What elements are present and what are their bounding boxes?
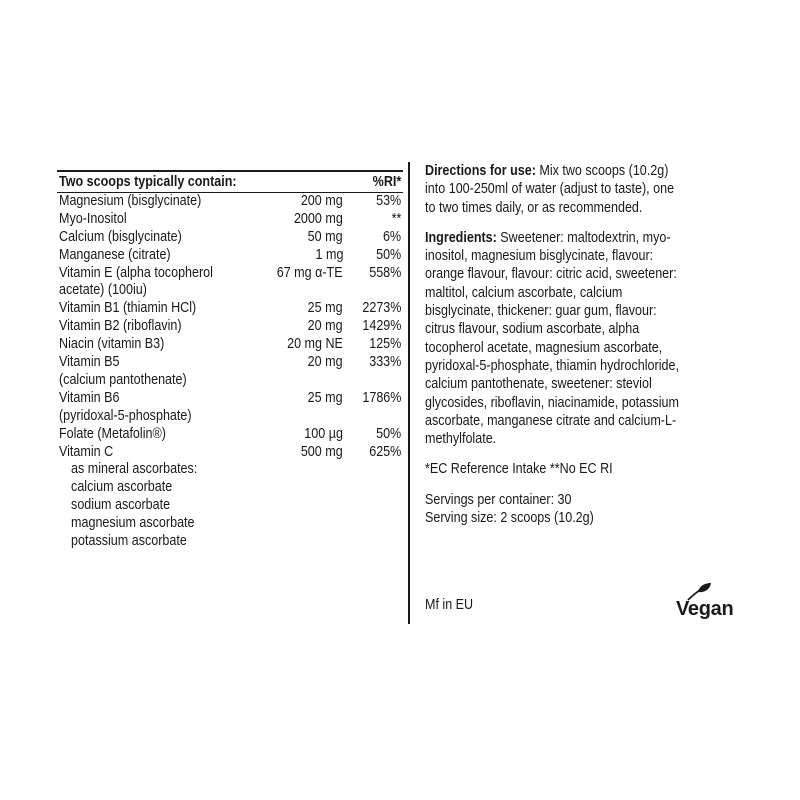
nutrient-amount: 25 mg xyxy=(308,389,343,406)
nutrient-ri: 53% xyxy=(375,193,401,209)
nutrient-amount: 2000 mg xyxy=(294,210,343,227)
ingredients-line: pyridoxal-5-phosphate, thiamin hydrochloride, xyxy=(425,357,679,374)
ingredients-line-1: Ingredients: Sweetener: maltodextrin, myo- xyxy=(425,229,671,246)
ingredients-line: maltitol, calcium ascorbate, calcium xyxy=(425,284,623,301)
nutrition-table xyxy=(57,170,403,551)
nutrient-ri: 1429% xyxy=(361,318,401,335)
vegan-label: Vegan xyxy=(676,598,734,620)
nutrient-row xyxy=(57,300,403,318)
vegan-badge xyxy=(676,582,756,628)
nutrient-name: Vitamin B5 (calcium pantothenate) xyxy=(59,354,187,388)
nutrient-name: Folate (Metafolin®) xyxy=(59,425,166,442)
nutrition-header-ri: %RI* xyxy=(372,174,401,190)
nutrient-amount: 500 mg xyxy=(301,443,343,460)
nutrient-name: Magnesium (bisglycinate) xyxy=(59,193,202,209)
ingredients-line: inositol, magnesium bisglycinate, flavour: xyxy=(425,248,654,265)
nutrient-amount: 20 mg NE xyxy=(287,336,343,353)
nutrient-row xyxy=(57,426,403,444)
nutrient-ri: 333% xyxy=(368,354,401,371)
info-column xyxy=(425,162,730,527)
directions-line-3: to two times daily, or as recommended. xyxy=(425,199,643,216)
ingredients-line: calcium pantothenate, sweetener: steviol xyxy=(425,376,652,393)
column-divider xyxy=(408,162,410,624)
nutrition-header xyxy=(57,172,403,193)
ingredients-line: glycosides, riboflavin, niacinamide, potassium xyxy=(425,394,679,411)
nutrient-amount: 20 mg xyxy=(308,318,343,335)
nutrition-header-label: Two scoops typically contain: xyxy=(59,174,237,190)
nutrient-amount: 67 mg α-TE xyxy=(277,264,343,281)
nutrient-row xyxy=(57,265,403,301)
nutrient-amount: 50 mg xyxy=(308,228,343,245)
nutrient-row xyxy=(57,211,403,229)
nutrient-amount: 1 mg xyxy=(315,246,343,263)
vitamin-c-sources xyxy=(57,461,403,550)
nutrient-row xyxy=(57,247,403,265)
ingredients-block xyxy=(425,229,730,449)
ingredients-line: orange flavour, flavour: citric acid, sweetener: xyxy=(425,266,677,283)
nutrient-ri: 2273% xyxy=(361,300,401,317)
nutrient-name: Myo-Inositol xyxy=(59,210,127,227)
nutrient-ri: 625% xyxy=(368,443,401,460)
nutrient-amount: 200 mg xyxy=(301,193,343,209)
ascorbate-item: potassium ascorbate xyxy=(71,532,187,549)
nutrient-name: Vitamin B2 (riboflavin) xyxy=(59,318,182,335)
directions-label: Directions for use: xyxy=(425,163,536,179)
ingredients-line: methylfolate. xyxy=(425,431,497,448)
nutrient-row xyxy=(57,193,403,211)
nutrient-name: Vitamin B1 (thiamin HCl) xyxy=(59,300,197,317)
ascorbate-item: sodium ascorbate xyxy=(71,497,171,514)
nutrient-ri: 50% xyxy=(375,246,401,263)
ingredients-line: tocopherol acetate, magnesium ascorbate, xyxy=(425,339,663,356)
nutrition-rows xyxy=(57,193,403,461)
nutrient-amount: 25 mg xyxy=(308,300,343,317)
serving-size: Serving size: 2 scoops (10.2g) xyxy=(425,510,594,527)
directions-line-1: Directions for use: Mix two scoops (10.2g) xyxy=(425,163,669,179)
nutrient-ri: 6% xyxy=(382,228,401,245)
directions-line-2: into 100-250ml of water (adjust to taste), one xyxy=(425,181,675,198)
nutrient-row xyxy=(57,229,403,247)
nutrient-ri: ** xyxy=(391,210,401,227)
nutrient-name: Vitamin B6 (pyridoxal-5-phosphate) xyxy=(59,389,192,424)
origin-text: Mf in EU xyxy=(425,597,474,613)
nutrient-name: Vitamin E (alpha tocopherol acetate) (100iu) xyxy=(59,264,213,299)
ingredients-line: citrus flavour, sodium ascorbate, alpha xyxy=(425,321,640,338)
nutrient-ri: 125% xyxy=(368,336,401,353)
ascorbate-item: calcium ascorbate xyxy=(71,479,173,496)
nutrient-row xyxy=(57,318,403,336)
nutrient-row xyxy=(57,336,403,354)
nutrient-ri: 558% xyxy=(368,264,401,281)
nutrient-amount: 20 mg xyxy=(308,354,343,371)
nutrient-name: Calcium (bisglycinate) xyxy=(59,228,182,245)
nutrient-row xyxy=(57,390,403,426)
ingredients-line: bisglycinate, thickener: guar gum, flavour: xyxy=(425,303,657,320)
ascorbate-item: magnesium ascorbate xyxy=(71,515,195,532)
nutrient-amount: 100 µg xyxy=(304,425,343,442)
ri-footnote: *EC Reference Intake **No EC RI xyxy=(425,461,613,478)
nutrient-name: Niacin (vitamin B3) xyxy=(59,336,165,353)
ingredients-line: ascorbate, manganese citrate and calcium-L- xyxy=(425,412,677,429)
nutrient-name: Manganese (citrate) xyxy=(59,246,171,263)
directions-block xyxy=(425,162,730,217)
nutrient-ri: 50% xyxy=(375,425,401,442)
nutrient-row xyxy=(57,354,403,390)
nutrient-name: Vitamin C xyxy=(59,443,114,460)
ascorbate-item: as mineral ascorbates: xyxy=(71,461,198,478)
nutrient-ri: 1786% xyxy=(361,389,401,406)
ingredients-label: Ingredients: xyxy=(425,229,497,246)
servings-per-container: Servings per container: 30 xyxy=(425,491,572,508)
nutrient-row xyxy=(57,444,403,462)
